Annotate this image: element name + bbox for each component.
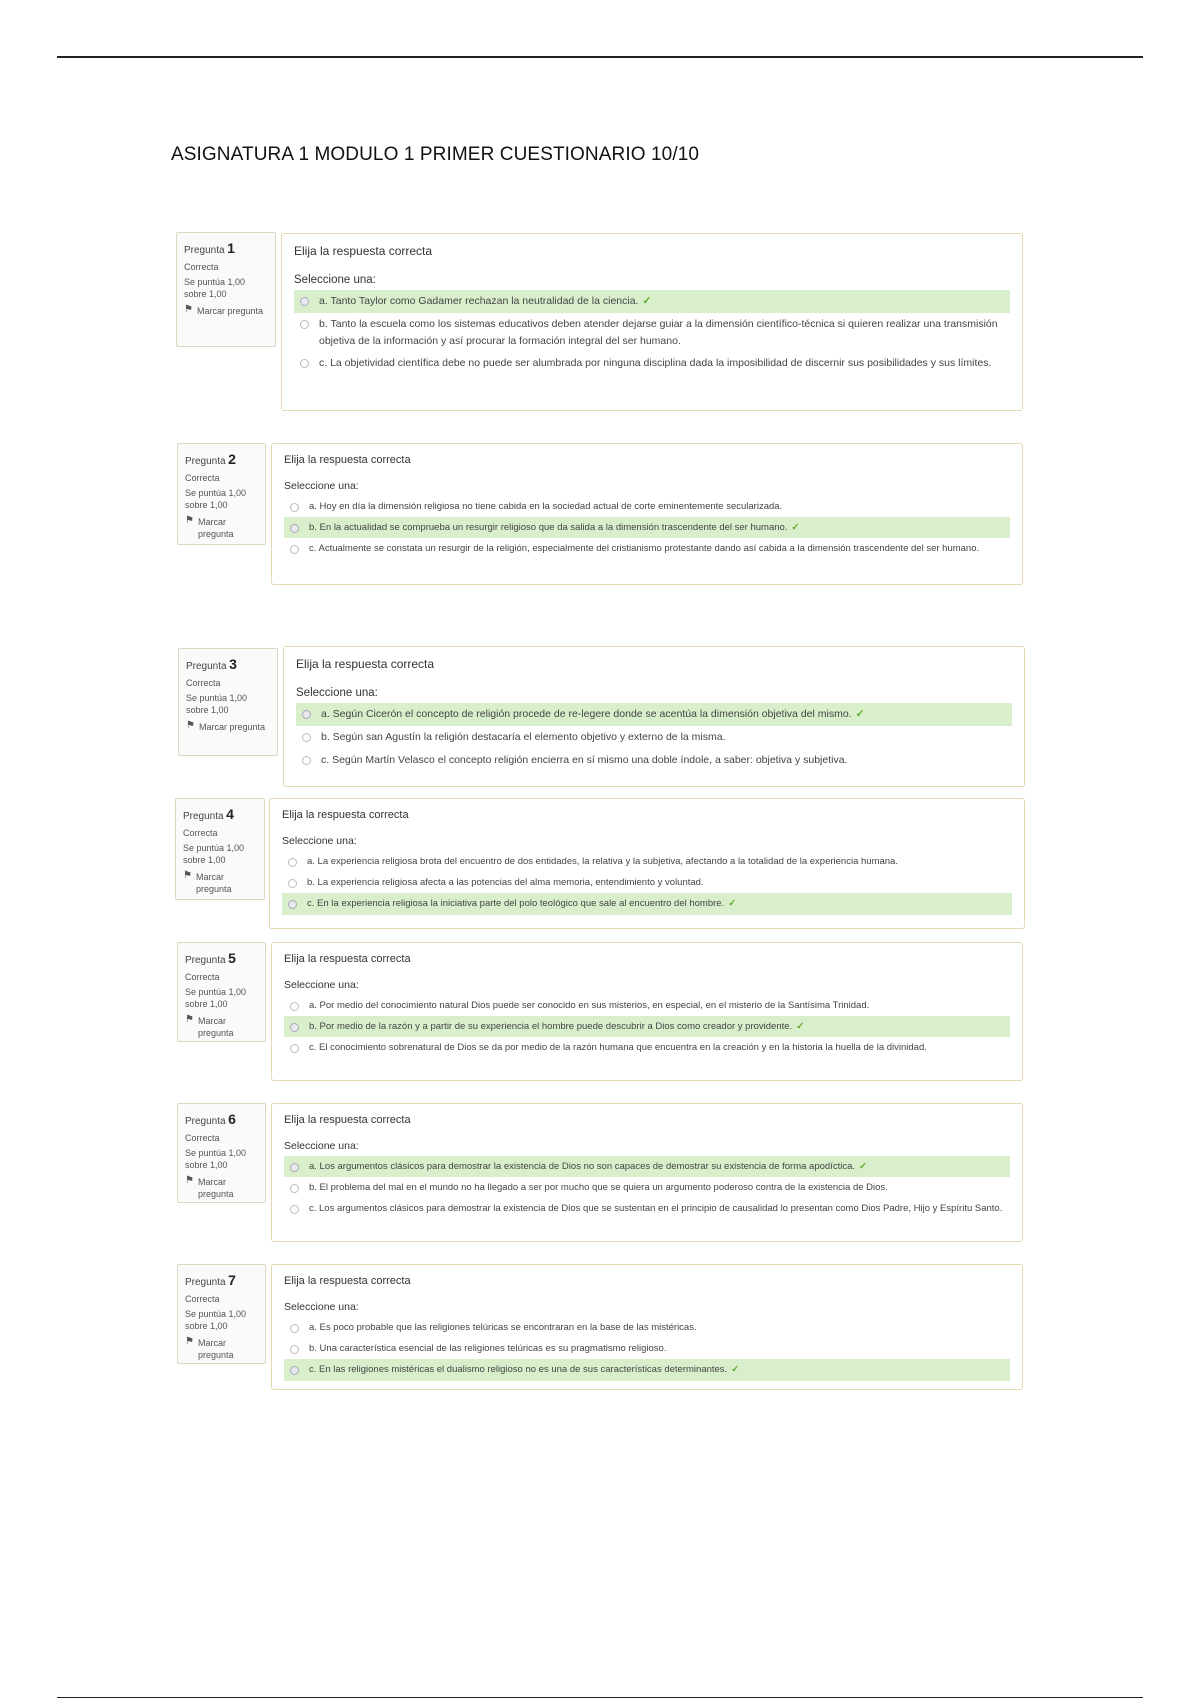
radio-button[interactable]	[290, 524, 299, 533]
question-label: Pregunta	[185, 1116, 226, 1127]
answer-option[interactable]	[284, 538, 1010, 559]
check-icon: ✓	[731, 1364, 740, 1376]
flag-label: Marcar pregunta	[197, 1338, 234, 1361]
flag-icon: ⚑	[183, 870, 192, 882]
question-status: Correcta	[186, 677, 221, 688]
answer-text: a. Por medio del conocimiento natural Dios puede ser conocido en sus misterios, en especial, en el misterio de la Santísima Trinidad.	[309, 1000, 870, 1011]
question-content	[271, 1103, 1023, 1242]
question-label: Pregunta	[185, 456, 226, 467]
radio-button[interactable]	[288, 900, 297, 909]
flag-question-button[interactable]	[186, 721, 270, 733]
grade-text-2: sobre 1,00	[183, 855, 226, 866]
answer-text: b. El problema del mal en el mundo no ha llegado a ser por mucho que se quiera un argumento poderoso contra de la existencia de Dios.	[309, 1182, 888, 1194]
radio-button[interactable]	[288, 858, 297, 867]
question-number: 4	[226, 806, 234, 822]
document-title: ASIGNATURA 1 MODULO 1 PRIMER CUESTIONARIO 10/10	[171, 144, 700, 165]
answer-option[interactable]	[294, 352, 1010, 375]
question-info	[177, 1103, 266, 1203]
answer-option[interactable]	[282, 872, 1012, 893]
radio-button[interactable]	[290, 503, 299, 512]
answer-option[interactable]	[284, 995, 1010, 1016]
answer-text: b. La experiencia religiosa afecta a las potencias del alma memoria, entendimiento y voluntad.	[307, 877, 704, 889]
question-info	[177, 443, 266, 545]
question-number: 3	[229, 656, 237, 672]
grade-text: Se puntúa 1,00	[186, 693, 248, 704]
question-content	[271, 1264, 1023, 1390]
question-label: Pregunta	[184, 245, 225, 256]
flag-icon: ⚑	[185, 1175, 194, 1187]
question-status: Correcta	[185, 971, 220, 982]
radio-button[interactable]	[300, 320, 309, 329]
answer-option[interactable]	[284, 1338, 1010, 1359]
answer-text: c. Según Martín Velasco el concepto religión encierra en sí mismo una doble índole, a saber: objetiva y subjetiva.	[321, 753, 848, 766]
question-info	[177, 1264, 266, 1364]
answer-option[interactable]	[296, 726, 1012, 749]
answer-text: b. En la actualidad se comprueba un resurgir religioso que da salida a la dimensión trascendente del ser humano.	[309, 522, 788, 534]
answer-option[interactable]	[282, 893, 1012, 914]
flag-icon: ⚑	[186, 720, 195, 732]
question-text: Elija la respuesta correcta	[284, 1275, 411, 1287]
question-info	[178, 648, 278, 756]
question-content	[283, 646, 1025, 787]
question-label: Pregunta	[186, 661, 227, 672]
question-number: 2	[228, 451, 236, 467]
answer-text: b. Por medio de la razón y a partir de su experiencia el hombre puede descubrir a Dios como creador y providente.	[309, 1021, 793, 1033]
answer-text: c. Los argumentos clásicos para demostrar la existencia de Dios que se sustentan en el principio de causalidad lo presentan como Dios Padre, Hijo y Espíritu Santo.	[309, 1203, 1003, 1215]
answer-option[interactable]	[284, 496, 1010, 517]
grade-text: Se puntúa 1,00	[183, 843, 245, 854]
question-label: Pregunta	[185, 1277, 226, 1288]
flag-label: Marcar pregunta	[195, 872, 232, 895]
flag-label: Marcar pregunta	[196, 306, 264, 317]
flag-question-button[interactable]	[185, 1337, 258, 1361]
answer-option[interactable]	[296, 749, 1012, 772]
grade-text-2: sobre 1,00	[185, 500, 228, 511]
grade-text: Se puntúa 1,00	[185, 987, 247, 998]
answer-text: b. Tanto la escuela como los sistemas educativos deben atender dejarse guiar a la dimensión científico-técnica si quieren realizar una transmisión objetiva de la información y así procurar la formación integral del ser humano.	[319, 317, 998, 347]
answer-text: c. Actualmente se constata un resurgir de la religión, especialmente del cristianismo protestante dando así cabida a la dimensión trascendente del ser humano.	[309, 543, 980, 555]
answer-text: a. Tanto Taylor como Gadamer rechazan la neutralidad de la ciencia.	[319, 295, 639, 307]
flag-icon: ⚑	[185, 1336, 194, 1348]
grade-text-2: sobre 1,00	[186, 705, 229, 716]
question-content	[269, 798, 1025, 929]
radio-button[interactable]	[290, 1044, 299, 1053]
question-number: 1	[227, 240, 235, 256]
question-info	[176, 232, 276, 347]
question-content	[271, 942, 1023, 1081]
radio-button[interactable]	[288, 879, 297, 888]
grade-text: Se puntúa 1,00	[184, 277, 246, 288]
radio-button[interactable]	[290, 1324, 299, 1333]
grade-text: Se puntúa 1,00	[185, 1309, 247, 1320]
flag-label: Marcar pregunta	[197, 517, 234, 540]
flag-question-button[interactable]	[185, 1015, 258, 1039]
check-icon: ✓	[728, 898, 737, 910]
question-text: Elija la respuesta correcta	[296, 657, 435, 671]
answer-text: a. Según Cicerón el concepto de religión procede de re-legere donde se acentúa la dimensión objetiva del mismo.	[321, 708, 852, 720]
radio-button[interactable]	[290, 1205, 299, 1214]
select-prompt: Seleccione una:	[282, 835, 357, 847]
answer-option[interactable]	[294, 313, 1010, 353]
question-status: Correcta	[183, 827, 218, 838]
radio-button[interactable]	[290, 1184, 299, 1193]
select-prompt: Seleccione una:	[284, 1301, 359, 1313]
answer-text: c. La objetividad científica debe no puede ser alumbrada por ninguna disciplina dada la imposibilidad de discernir sus posibilidades y sus límites.	[319, 357, 992, 370]
radio-button[interactable]	[290, 1023, 299, 1032]
flag-question-button[interactable]	[185, 1176, 258, 1200]
question-status: Correcta	[185, 1132, 220, 1143]
question-number: 5	[228, 950, 236, 966]
answer-option[interactable]	[284, 1359, 1010, 1380]
question-status: Correcta	[184, 261, 219, 272]
question-number: 7	[228, 1272, 236, 1288]
grade-text-2: sobre 1,00	[185, 1321, 228, 1332]
select-prompt: Seleccione una:	[284, 480, 359, 492]
grade-text-2: sobre 1,00	[184, 289, 227, 300]
answer-text: a. Es poco probable que las religiones telúricas se encontraran en la base de las mistéricas.	[309, 1322, 697, 1333]
answer-text: c. En la experiencia religiosa la iniciativa parte del polo teológico que sale al encuentro del hombre.	[307, 898, 725, 910]
question-text: Elija la respuesta correcta	[294, 244, 433, 258]
flag-icon: ⚑	[185, 1014, 194, 1026]
flag-question-button[interactable]	[184, 305, 268, 317]
select-prompt: Seleccione una:	[294, 274, 376, 286]
answer-text: a. Hoy en día la dimensión religiosa no tiene cabida en la sociedad actual de corte eminentemente secularizada.	[309, 501, 783, 512]
select-prompt: Seleccione una:	[296, 687, 378, 699]
select-prompt: Seleccione una:	[284, 979, 359, 991]
radio-button[interactable]	[290, 1345, 299, 1354]
answer-option[interactable]	[284, 517, 1010, 538]
radio-button[interactable]	[290, 1002, 299, 1011]
bottom-rule	[57, 1697, 1143, 1698]
question-status: Correcta	[185, 1293, 220, 1304]
answer-text: c. En las religiones mistéricas el dualismo religioso no es una de sus características determinantes.	[309, 1364, 728, 1376]
answer-text: c. El conocimiento sobrenatural de Dios se da por medio de la razón humana que encuentra en la creación y en la historia la huella de la divinidad.	[309, 1042, 927, 1054]
check-icon: ✓	[791, 522, 800, 534]
check-icon: ✓	[796, 1021, 805, 1033]
question-number: 6	[228, 1111, 236, 1127]
answer-text: b. Según san Agustín la religión destacaría el elemento objetivo y externo de la misma.	[321, 730, 726, 743]
radio-button[interactable]	[290, 1163, 299, 1172]
grade-text-2: sobre 1,00	[185, 1160, 228, 1171]
flag-label: Marcar pregunta	[197, 1177, 234, 1200]
question-info	[175, 798, 265, 900]
answer-option[interactable]	[284, 1317, 1010, 1338]
radio-button[interactable]	[302, 756, 311, 765]
top-rule	[57, 56, 1143, 58]
flag-question-button[interactable]	[185, 516, 258, 540]
radio-button[interactable]	[300, 359, 309, 368]
flag-label: Marcar pregunta	[198, 722, 266, 733]
question-text: Elija la respuesta correcta	[284, 1114, 411, 1126]
question-label: Pregunta	[185, 955, 226, 966]
select-prompt: Seleccione una:	[284, 1140, 359, 1152]
flag-label: Marcar pregunta	[197, 1016, 234, 1039]
question-content	[271, 443, 1023, 585]
answer-option[interactable]	[282, 851, 1012, 872]
grade-text: Se puntúa 1,00	[185, 488, 247, 499]
radio-button[interactable]	[300, 297, 309, 306]
check-icon: ✓	[855, 708, 865, 720]
question-status: Correcta	[185, 472, 220, 483]
answer-option[interactable]	[284, 1037, 1010, 1058]
answer-option[interactable]	[296, 703, 1012, 726]
radio-button[interactable]	[290, 545, 299, 554]
radio-button[interactable]	[302, 710, 311, 719]
radio-button[interactable]	[290, 1366, 299, 1375]
answer-text: b. Una característica esencial de las religiones telúricas es su pragmatismo religioso.	[309, 1343, 667, 1355]
flag-icon: ⚑	[184, 304, 193, 316]
radio-button[interactable]	[302, 733, 311, 742]
flag-question-button[interactable]	[183, 871, 257, 895]
answer-option[interactable]	[294, 290, 1010, 313]
flag-icon: ⚑	[185, 515, 194, 527]
question-text: Elija la respuesta correcta	[284, 454, 411, 466]
grade-text: Se puntúa 1,00	[185, 1148, 247, 1159]
answer-option[interactable]	[284, 1016, 1010, 1037]
question-text: Elija la respuesta correcta	[282, 809, 409, 821]
answer-text: a. La experiencia religiosa brota del encuentro de dos entidades, la relativa y la subjetiva, afectando a la totalidad de la experiencia humana.	[307, 856, 898, 867]
question-label: Pregunta	[183, 811, 224, 822]
answer-option[interactable]	[284, 1156, 1010, 1177]
grade-text-2: sobre 1,00	[185, 999, 228, 1010]
answer-option[interactable]	[284, 1177, 1010, 1198]
answer-option[interactable]	[284, 1198, 1010, 1219]
check-icon: ✓	[859, 1161, 867, 1172]
question-text: Elija la respuesta correcta	[284, 953, 411, 965]
question-info	[177, 942, 266, 1042]
question-content	[281, 233, 1023, 411]
check-icon: ✓	[642, 295, 652, 307]
answer-text: a. Los argumentos clásicos para demostrar la existencia de Dios no son capaces de demostrar su existencia de forma apodíctica.	[309, 1161, 856, 1172]
